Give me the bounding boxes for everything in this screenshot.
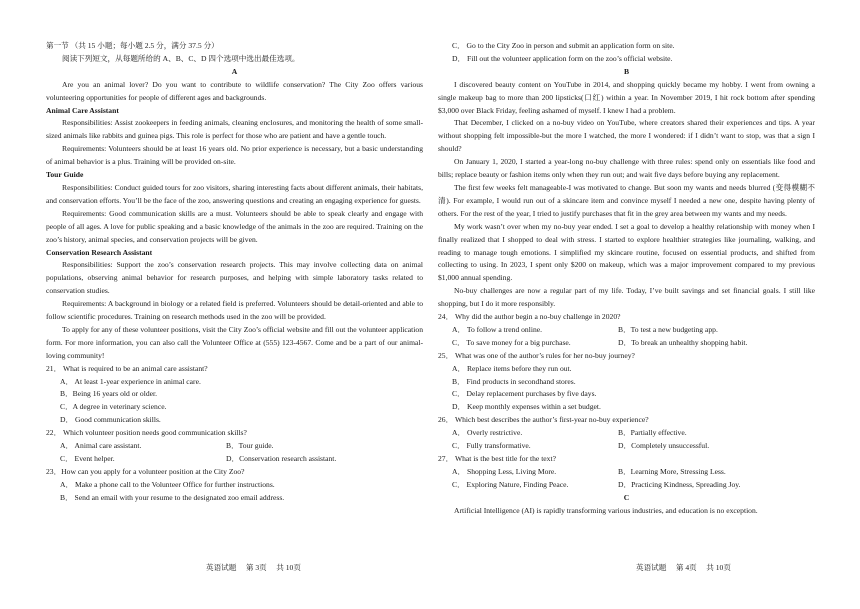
q26-options-row-1	[438, 427, 815, 440]
q25-option-d[interactable]: D． Keep monthly expenses within a set budget.	[452, 402, 601, 412]
q22-option-a[interactable]: A． Animal care assistant.	[60, 441, 142, 451]
q25-option-b[interactable]: B． Find products in secondhand stores.	[452, 376, 576, 386]
question-26: 26． Which best describes the author’s first-year no-buy experience?	[438, 415, 649, 425]
q24-option-c[interactable]: C． To save money for a big purchase.	[452, 337, 571, 347]
question-25: 25． What was one of the author’s rules for her no-buy journey?	[438, 350, 635, 360]
left-column	[46, 40, 423, 505]
q22-options-row-1	[46, 440, 423, 453]
q26-option-c[interactable]: C． Fully transformative.	[452, 441, 531, 451]
q27-option-a[interactable]: A． Shopping Less, Living More.	[452, 466, 557, 476]
q24-option-d[interactable]: D．To break an unhealthy shopping habit.	[618, 337, 748, 347]
intro-paragraph: Are you an animal lover? Do you want to contribute to wildlife conservation? The City Zoo offers various volunteering opportunities for people of different ages and backgrounds.	[46, 79, 423, 102]
b-paragraph-6: No-buy challenges are now a regular part of my life. Today, I’ve built savings and set financial goals. I still like shopping, but I do it more responsibly.	[438, 286, 815, 309]
b-paragraph-1: I discovered beauty content on YouTube in 2014, and shopping quickly became my hobby. I went from owning a single makeup bag to more than 200 lipsticks(口红) within a year. In November 2019, I hit rock bottom after spending $3,000 over Black Friday, feeling ashamed of myself. I knew I had a problem.	[438, 79, 815, 115]
q27-options-row-1	[438, 466, 815, 479]
q27-option-c[interactable]: C． Exploring Nature, Finding Peace.	[452, 479, 569, 489]
tour-title: Tour Guide	[46, 170, 84, 180]
passage-c-label: C	[623, 492, 630, 502]
q22-option-d[interactable]: D．Conservation research assistant.	[226, 454, 337, 463]
q21-option-c[interactable]: C．A degree in veterinary science.	[60, 402, 167, 412]
q22-option-b[interactable]: B．Tour guide.	[226, 441, 274, 451]
research-requirements: Requirements: A background in biology or a related field is preferred. Volunteers should be detail-oriented and able to follow scientific procedures. Training on research methods used in the zoo will be provided.	[46, 299, 423, 322]
question-24: 24． Why did the author begin a no-buy challenge in 2020?	[438, 312, 621, 322]
b-paragraph-3: On January 1, 2020, I started a year-long no-buy challenge with three rules: spend only on essentials like food and bills; replace beauty or fashion items only when they run out; and wait five days before buying any replacement.	[438, 157, 815, 180]
q23-option-d[interactable]: D． Fill out the volunteer application form on the zoo’s official website.	[452, 53, 673, 63]
question-22: 22． Which volunteer position needs good communication skills?	[46, 428, 247, 438]
research-responsibilities: Responsibilities: Support the zoo’s conservation research projects. This may involve collecting data on animal populations, observing animal behavior for research purposes, and helping with simple laboratory tasks related to conservation studies.	[46, 260, 423, 296]
question-27: 27． What is the best title for the text?	[438, 454, 556, 463]
q26-option-d[interactable]: D．Completely unsuccessful.	[618, 441, 710, 451]
q21-option-d[interactable]: D． Good communication skills.	[60, 415, 161, 425]
right-column	[438, 40, 815, 518]
page-footer-right: 英语试题 第 4页 共 10页	[636, 563, 731, 572]
q27-option-d[interactable]: D．Practicing Kindness, Spreading Joy.	[618, 479, 741, 489]
page-footer-left: 英语试题 第 3页 共 10页	[206, 563, 301, 572]
q25-option-a[interactable]: A． Replace items before they run out.	[452, 363, 572, 373]
q23-option-c[interactable]: C． Go to the City Zoo in person and submit an application form on site.	[452, 41, 675, 50]
q24-option-a[interactable]: A． To follow a trend online.	[452, 324, 543, 334]
care-responsibilities: Responsibilities: Assist zookeepers in feeding animals, cleaning enclosures, and monitoring the health of some small-sized animals like rabbits and guinea pigs. This role is perfect for those who are patient and have a gentle touch.	[46, 118, 423, 141]
q26-option-b[interactable]: B．Partially effective.	[618, 428, 687, 438]
apply-paragraph: To apply for any of these volunteer positions, visit the City Zoo’s official website and fill out the volunteer application form. For more information, you can also call the Volunteer Office at (555) 123-4567. Come and be a part of our animal-loving community!	[46, 324, 423, 360]
section-title: 第一节 （共 15 小题；每小题 2.5 分，满分 37.5 分）	[46, 41, 219, 50]
c-intro: Artificial Intelligence (AI) is rapidly transforming various industries, and education is no exception.	[454, 505, 758, 515]
q22-options-row-2	[46, 453, 423, 466]
q22-option-c[interactable]: C． Event helper.	[60, 454, 115, 463]
q26-options-row-2	[438, 440, 815, 453]
q26-option-a[interactable]: A． Overly restrictive.	[452, 428, 523, 438]
q24-option-b[interactable]: B．To test a new budgeting app.	[618, 324, 718, 334]
b-paragraph-5: My work wasn’t over when my no-buy year ended. I set a goal to develop a healthy relationship with money when I finally realized that I shopped to deal with stress. I started to explore healthier strategies like journaling, walking, and reading to manage tough emotions. I simplified my skincare routine, focused on essential products, and shifted from collecting to using. In 2023, I spent only $200 on makeup, which was a major improvement compared to my previous $1,000 annual spending.	[438, 221, 815, 283]
b-paragraph-4: The first few weeks felt manageable-I was motivated to change. But soon my wants and needs blurred (变得模糊不清). For example, I would run out of a skincare item and convince myself I needed a new one, despite having plenty of others. For the rest of the year, I tried to justify purchases that fit in the grey area between my wants and my needs.	[438, 182, 815, 218]
question-21: 21． What is required to be an animal care assistant?	[46, 363, 208, 373]
question-23: 23．How can you apply for a volunteer position at the City Zoo?	[46, 466, 245, 476]
research-title: Conservation Research Assistant	[46, 247, 153, 257]
care-title: Animal Care Assistant	[46, 105, 119, 115]
q27-options-row-2	[438, 479, 815, 492]
q23-option-a[interactable]: A． Make a phone call to the Volunteer Office for further instructions.	[60, 479, 275, 489]
tour-requirements: Requirements: Good communication skills are a must. Volunteers should be able to speak clearly and engage with people of all ages. A love for public speaking and a basic knowledge of the animals in the zoo are required. Training on the zoo’s history, animal species, and conservation projects will be given.	[46, 208, 423, 244]
instructions: 阅读下列短文，从每题所给的 A、B、C、D 四个选项中选出最佳选项。	[62, 53, 300, 63]
q25-option-c[interactable]: C． Delay replacement purchases by five days.	[452, 389, 597, 399]
q24-options-row-1	[438, 324, 815, 337]
q21-option-a[interactable]: A． At least 1-year experience in animal care.	[60, 376, 201, 386]
q23-option-b[interactable]: B． Send an email with your resume to the designated zoo email address.	[60, 492, 285, 502]
passage-b-label: B	[623, 66, 630, 76]
q21-option-b[interactable]: B．Being 16 years old or older.	[60, 389, 158, 399]
tour-responsibilities: Responsibilities: Conduct guided tours for zoo visitors, sharing interesting facts about different animals, their habitats, and conservation efforts. You’ll be the face of the zoo, answering questions and creating an engaging experience for guests.	[46, 182, 423, 205]
q24-options-row-2	[438, 337, 815, 350]
b-paragraph-2: That December, I clicked on a no-buy video on YouTube, where creators shared their experiences and tips. A year without shopping felt impossible-but the more I watched, the more I wondered: if I didn’t want to stop, was that a sign I should?	[438, 118, 815, 154]
passage-a-label: A	[231, 66, 238, 76]
q27-option-b[interactable]: B．Learning More, Stressing Less.	[618, 466, 726, 476]
care-requirements: Requirements: Volunteers should be at least 16 years old. No prior experience is necessary, but a basic understanding of animal behavior is a plus. Training will be provided on-site.	[46, 144, 423, 167]
